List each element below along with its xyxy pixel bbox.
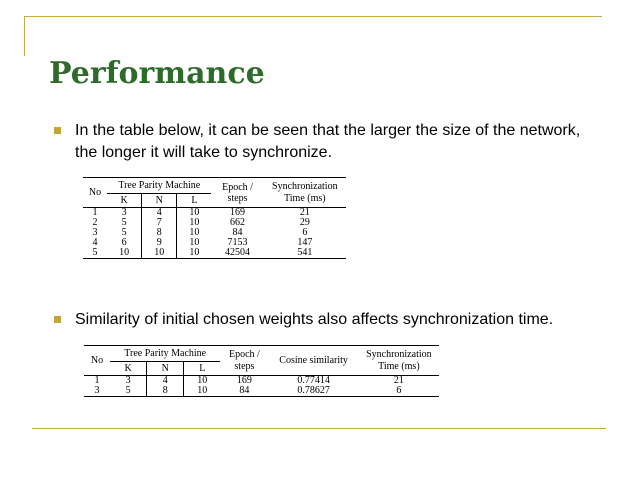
cell: 7 [142,218,177,228]
cell: 5 [92,247,98,258]
cell: 29 [299,217,310,228]
cell: 9 [142,238,177,248]
cell: 10 [177,208,212,219]
col-header-no: No [88,187,102,198]
col-header-tpm: Tree Parity Machine [107,178,211,194]
cell: 84 [232,227,243,238]
cell: 5 [121,217,127,228]
cell: 0.78627 [297,385,330,396]
cell: 84 [239,385,250,396]
col-header-epoch: Epoch / steps [222,181,253,204]
col-header-l: L [177,194,212,208]
col-header-n: N [147,362,184,376]
cell: 2 [92,217,98,228]
cell: 6 [121,237,127,248]
col-header-k: K [120,195,128,206]
cell: 7153 [227,237,248,248]
cell: 1 [92,207,98,218]
cell: 3 [125,375,131,386]
cell: 10 [184,386,221,397]
cell: 21 [299,207,310,218]
bullet-text-1: In the table below, it can be seen that the larger the size of the network, the longer it will take to synchronize. [75,122,581,161]
cell: 4 [142,208,177,219]
cell: 3 [94,385,100,396]
col-header-sync: Synchronization Time (ms) [272,180,338,204]
col-header-cosine: Cosine similarity [279,355,348,366]
frame-top-line [24,16,602,17]
table-row [83,248,346,259]
cell: 10 [119,247,130,258]
cell: 10 [177,218,212,228]
cell: 662 [230,217,246,228]
table-row [84,386,439,397]
bullet-text-2: Similarity of initial chosen weights also affects synchronization time. [75,311,554,328]
frame-left-line [24,16,25,56]
cell: 5 [125,385,131,396]
cell: 5 [121,227,127,238]
cell: 6 [396,385,402,396]
col-header-no: No [90,355,104,366]
col-header-epoch: Epoch / steps [228,348,260,372]
cell: 4 [92,237,98,248]
cell: 3 [92,227,98,238]
cell: 21 [393,375,404,386]
cell: 10 [184,376,221,387]
table-row [84,376,439,387]
cell: 1 [94,375,100,386]
cell: 10 [142,248,177,259]
cell: 3 [121,207,127,218]
cell: 10 [177,238,212,248]
col-header-k: K [124,363,132,374]
bullet-marker-icon [54,316,61,323]
cell: 42504 [225,247,251,258]
frame-bottom-line [32,428,606,429]
cell: 0.77414 [297,375,330,386]
col-header-sync: Synchronization Time (ms) [366,348,432,372]
cell: 169 [230,207,246,218]
cell: 4 [147,376,184,387]
slide-title: Performance [49,56,265,91]
cell: 6 [302,227,308,238]
cell: 169 [236,375,252,386]
cell: 541 [297,247,313,258]
col-header-l: L [184,362,221,376]
cell: 10 [177,228,212,238]
table-network-size [83,177,346,259]
cell: 8 [147,386,184,397]
cell: 147 [297,237,313,248]
bullet-marker-icon [54,127,61,134]
cell: 8 [142,228,177,238]
col-header-n: N [142,194,177,208]
col-header-tpm: Tree Parity Machine [110,346,220,362]
table-cosine-similarity [84,345,439,397]
cell: 10 [177,248,212,259]
